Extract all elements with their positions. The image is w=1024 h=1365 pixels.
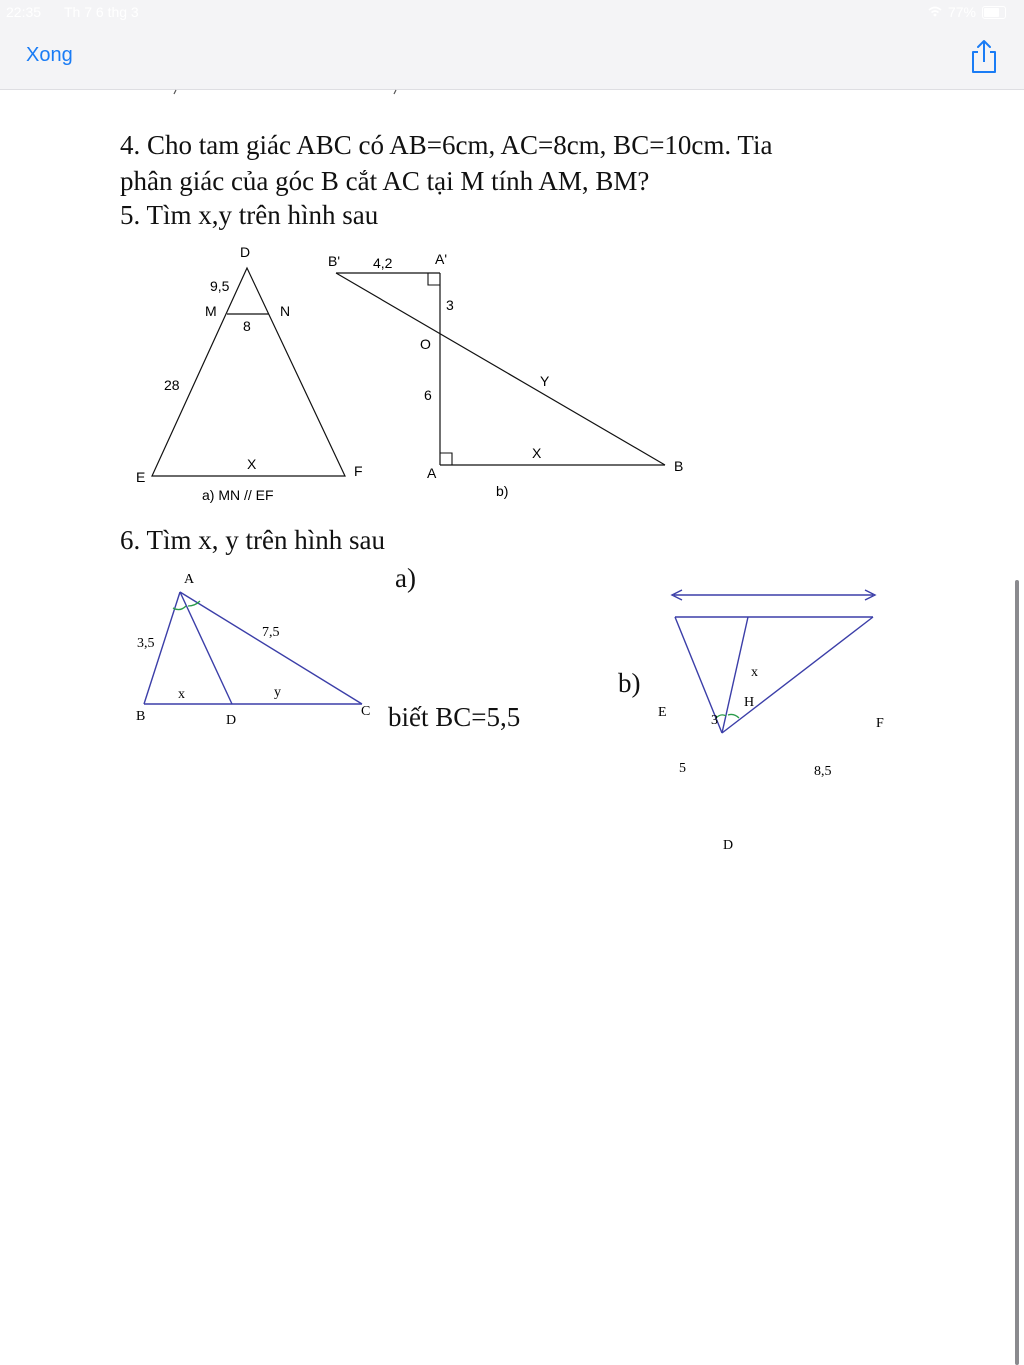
label-a: A: [184, 572, 195, 587]
label-ac: 7,5: [262, 625, 280, 640]
figure-6a-note: biết BC=5,5: [388, 702, 521, 732]
figure-6a-label: a): [395, 563, 416, 593]
label-ef: X: [247, 456, 257, 472]
status-right: [928, 4, 1006, 20]
label-ef: x: [751, 665, 758, 680]
label-ob: Y: [540, 373, 550, 389]
label-e: E: [658, 705, 667, 720]
right-angle-a1: [428, 273, 440, 285]
share-button[interactable]: [966, 36, 1002, 76]
label-eh: 3: [711, 713, 718, 728]
label-a-prime: A': [435, 251, 448, 267]
question-4-line-2: phân giác của góc B cắt AC tại M tính AM, BM?: [120, 166, 650, 196]
label-b-prime: B': [328, 253, 341, 269]
figure-6b-label: b): [618, 668, 641, 698]
caption-5b: b): [496, 483, 509, 499]
label-mn: 8: [243, 318, 251, 334]
angle-mark-hdf: [728, 714, 739, 718]
question-6-title: 6. Tìm x, y trên hình sau: [120, 525, 385, 555]
status-date: Th 7 6 thg 3: [64, 4, 139, 20]
label-a: A: [427, 465, 437, 481]
question-4-line-1: 4. Cho tam giác ABC có AB=6cm, AC=8cm, BC=10cm. Tia: [120, 130, 773, 160]
label-b: B: [674, 458, 684, 474]
label-f: F: [876, 716, 884, 731]
label-ab: X: [532, 445, 542, 461]
label-a1o: 3: [446, 297, 454, 313]
right-angle-a: [440, 453, 452, 465]
segment-b1b: [336, 273, 665, 465]
label-dm: 9,5: [210, 278, 230, 294]
battery-percent: 77%: [947, 4, 976, 20]
label-d: D: [723, 838, 734, 853]
label-df: 8,5: [814, 764, 832, 779]
figure-6b: [650, 570, 900, 853]
label-b: B: [136, 709, 146, 724]
label-n: N: [280, 303, 291, 319]
label-dc: y: [274, 685, 281, 700]
label-d: D: [240, 244, 251, 260]
label-c: C: [361, 704, 371, 719]
vertical-scrollbar[interactable]: [1015, 580, 1019, 1365]
nav-bar: [0, 26, 1024, 90]
label-me: 28: [164, 377, 180, 393]
caption-5a: a) MN // EF: [202, 487, 274, 503]
figure-5b: [320, 240, 700, 505]
cut-off-text-fragment: [120, 90, 420, 96]
label-o: O: [420, 336, 431, 352]
label-oa: 6: [424, 387, 432, 403]
label-h: H: [744, 695, 755, 710]
label-e: E: [136, 469, 146, 485]
document-page: [0, 90, 1012, 1365]
done-button[interactable]: Xong: [26, 44, 73, 66]
status-bar: [0, 0, 1024, 26]
triangle-def: [152, 268, 345, 476]
segment-ac: [180, 592, 362, 704]
label-m: M: [205, 303, 217, 319]
label-d: D: [226, 713, 237, 728]
label-bd: x: [178, 687, 185, 702]
battery-icon: [982, 6, 1006, 19]
label-ed: 5: [679, 761, 686, 776]
figure-6a: [128, 568, 383, 728]
question-5-title: 5. Tìm x,y trên hình sau: [120, 200, 379, 230]
label-ab: 3,5: [137, 636, 155, 651]
share-icon: [966, 36, 1002, 76]
label-b1a1: 4,2: [373, 255, 393, 271]
wifi-icon: [928, 4, 942, 20]
status-time: 22:35: [6, 4, 42, 20]
label-f: F: [354, 463, 363, 479]
